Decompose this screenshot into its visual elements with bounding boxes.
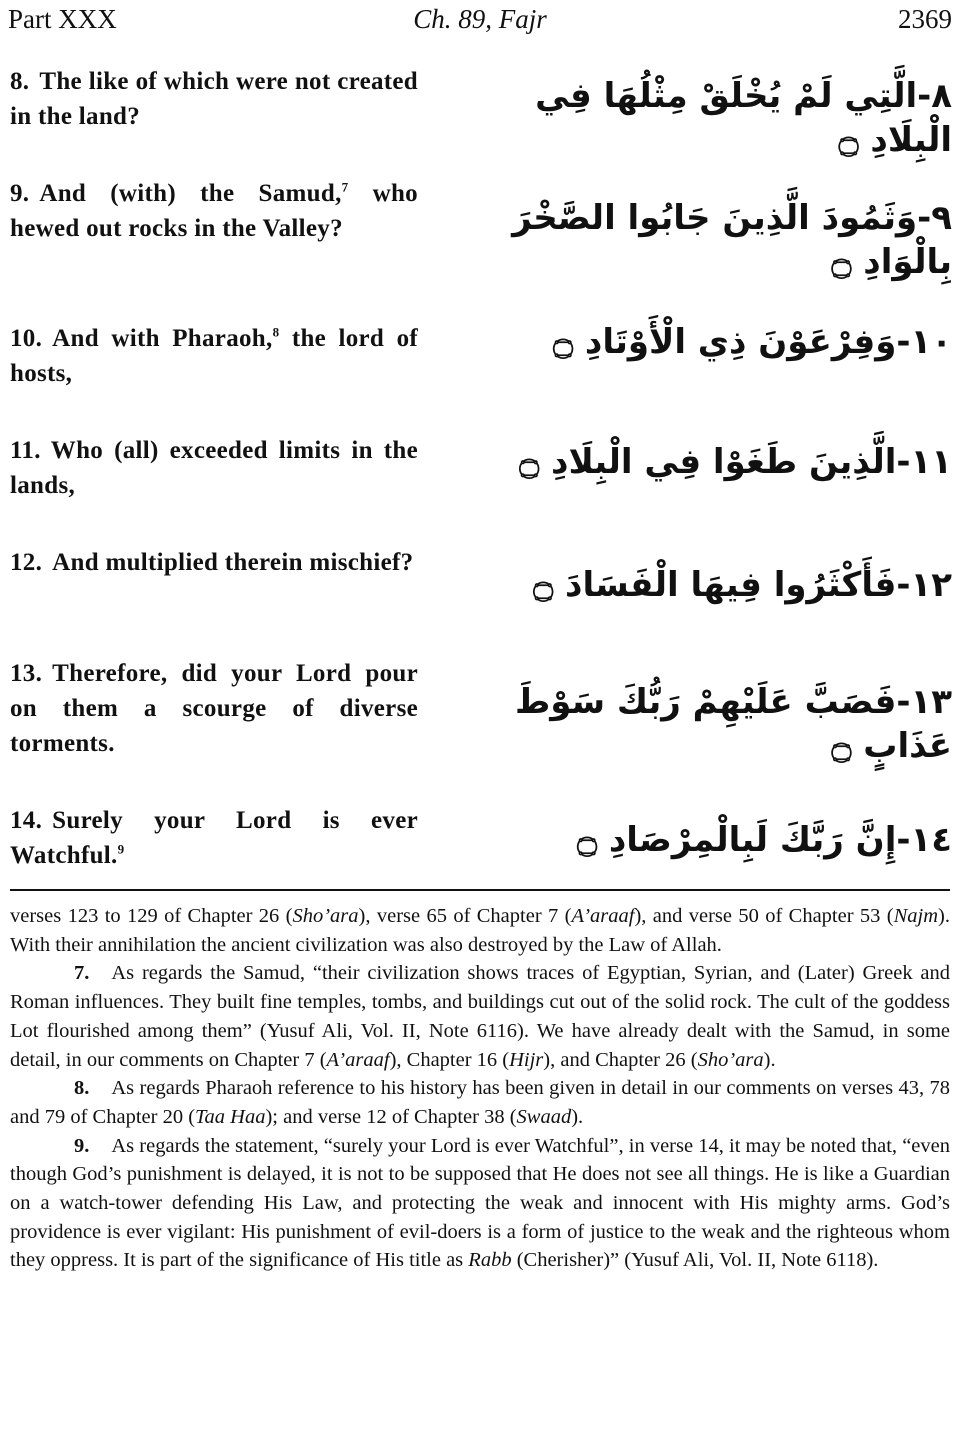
footnote-ref: 7 [341,179,349,195]
footnote-number: 7. [74,962,90,985]
verse-text: And (with) the Samud, [39,180,342,207]
verse-text: The like of which were not created in the land? [10,68,418,130]
note-text: ), and verse 50 of Chapter 53 ( [634,905,894,927]
footnote-9 [10,1132,950,1276]
footnotes [10,902,950,1275]
verse-number: 8. [10,68,30,95]
verse-number: 12. [10,549,43,576]
note-text: As regards the Samud, “their civilization shows traces of Egyptian, Syrian, and (Later) Greek and Roman influences. They built fine temples, tombs, and buildings cut out of the solid rock. The cult of the goddess Lot flourished among them” (Yusuf Ali, Vol. II, Note 6116). We have already dealt with the Samud, in some detail, in our comments on Chapter 7 ( [10,962,950,1071]
arabic-verse-8: ٨-الَّتِي لَمْ يُخْلَقْ مِثْلُهَا فِي الْبِلَادِ ۝ [535,76,952,160]
note-text: ), Chapter 16 ( [389,1048,510,1071]
footnote-8 [10,1074,950,1131]
arabic-verse-13: ١٣-فَصَبَّ عَلَيْهِمْ رَبُّكَ سَوْطَ عَذَابٍ ۝ [514,682,952,766]
arabic-verse-9: ٩-وَثَمُودَ الَّذِينَ جَابُوا الصَّخْرَ بِالْوَادِ ۝ [512,198,952,282]
note-text: verses 123 to 129 of Chapter 26 ( [10,905,293,927]
note-italic: Sho’ara [292,905,359,927]
note-text: ); and verse 12 of Chapter 38 ( [265,1105,517,1128]
verse-14 [10,803,418,873]
arabic-verse-12: ١٢-فَأَكْثَرُوا فِيهَا الْفَسَادَ ۝ [533,565,952,605]
note-text: As regards the statement, “surely your Lord is ever Watchful”, in verse 14, it may be noted that, “even though God’s punishment is delayed, it is not to be supposed that He does not see all things. He is like a Guardian on a watch-tower defending His Law, and protecting the weak and innocent with His mighty arms. God’s providence is ever vigilant: His punishment of evil-doers is a form of justice to the weak and the righteous whom they oppress. It is part of the significance of His title as [10,1134,950,1272]
footnote-ref: 9 [117,841,125,857]
verse-text: And with Pharaoh, [52,325,273,352]
verse-number: 14. [10,807,43,834]
note-text: ). With their annihilation the ancient civilization was also destroyed by the Law of Allah. [10,905,950,956]
note-italic: A’araaf [326,1048,390,1071]
note-text: ). [763,1048,776,1071]
note-italic: Rabb [468,1249,512,1272]
verse-number: 10. [10,325,43,352]
footnote-number: 9. [74,1134,90,1157]
note-text: ). [571,1105,584,1128]
arabic-verse-10: ١٠-وَفِرْعَوْنَ ذِي الْأَوْتَادِ ۝ [553,322,952,362]
verse-text: Who (all) exceeded limits in the lands, [10,437,418,499]
note-italic: Taa Haa [195,1105,266,1128]
verse-9 [10,176,418,246]
note-text: ), verse 65 of Chapter 7 ( [358,905,572,927]
verse-number: 13. [10,660,43,687]
note-italic: Najm [893,905,939,927]
page-number: 2369 [898,4,952,34]
verse-number: 11. [10,437,41,464]
note-italic: Hijr [509,1048,544,1071]
footnote-number: 8. [74,1077,90,1100]
verse-text: Therefore, did your Lord pour on them a scourge of diverse torments. [10,660,418,757]
verse-text: Surely your Lord is ever Watchful. [10,807,418,869]
verse-8 [10,64,418,134]
verse-13 [10,656,418,761]
part-label: Part XXX [8,4,117,34]
footnote-divider [10,889,950,891]
footnote-ref: 8 [272,324,280,340]
verse-number: 9. [10,180,30,207]
verse-12 [10,545,418,580]
footnote-7 [10,959,950,1074]
note-text: (Cherisher)” (Yusuf Ali, Vol. II, Note 6118). [511,1249,879,1272]
note-text: ), and Chapter 26 ( [543,1048,698,1071]
note-italic: Sho’ara [697,1048,764,1071]
verse-11 [10,433,418,503]
chapter-title: Ch. 89, Fajr [413,4,547,34]
note-italic: A’araaf [571,905,635,927]
note-italic: Swaad [516,1105,572,1128]
page-header [8,4,952,40]
verse-text: the lord of hosts, [10,325,418,387]
arabic-verse-11: ١١-الَّذِينَ طَغَوْا فِي الْبِلَادِ ۝ [519,442,952,482]
arabic-verse-14: ١٤-إِنَّ رَبَّكَ لَبِالْمِرْصَادِ ۝ [577,820,952,860]
footnote-continuation [10,902,950,959]
verse-text: And multiplied therein mischief? [52,549,414,576]
verse-text: who hewed out rocks in the Valley? [10,180,418,242]
note-text: As regards Pharaoh reference to his history has been given in detail in our comments on verses 43, 78 and 79 of Chapter 20 ( [10,1077,950,1128]
verse-10 [10,321,418,391]
